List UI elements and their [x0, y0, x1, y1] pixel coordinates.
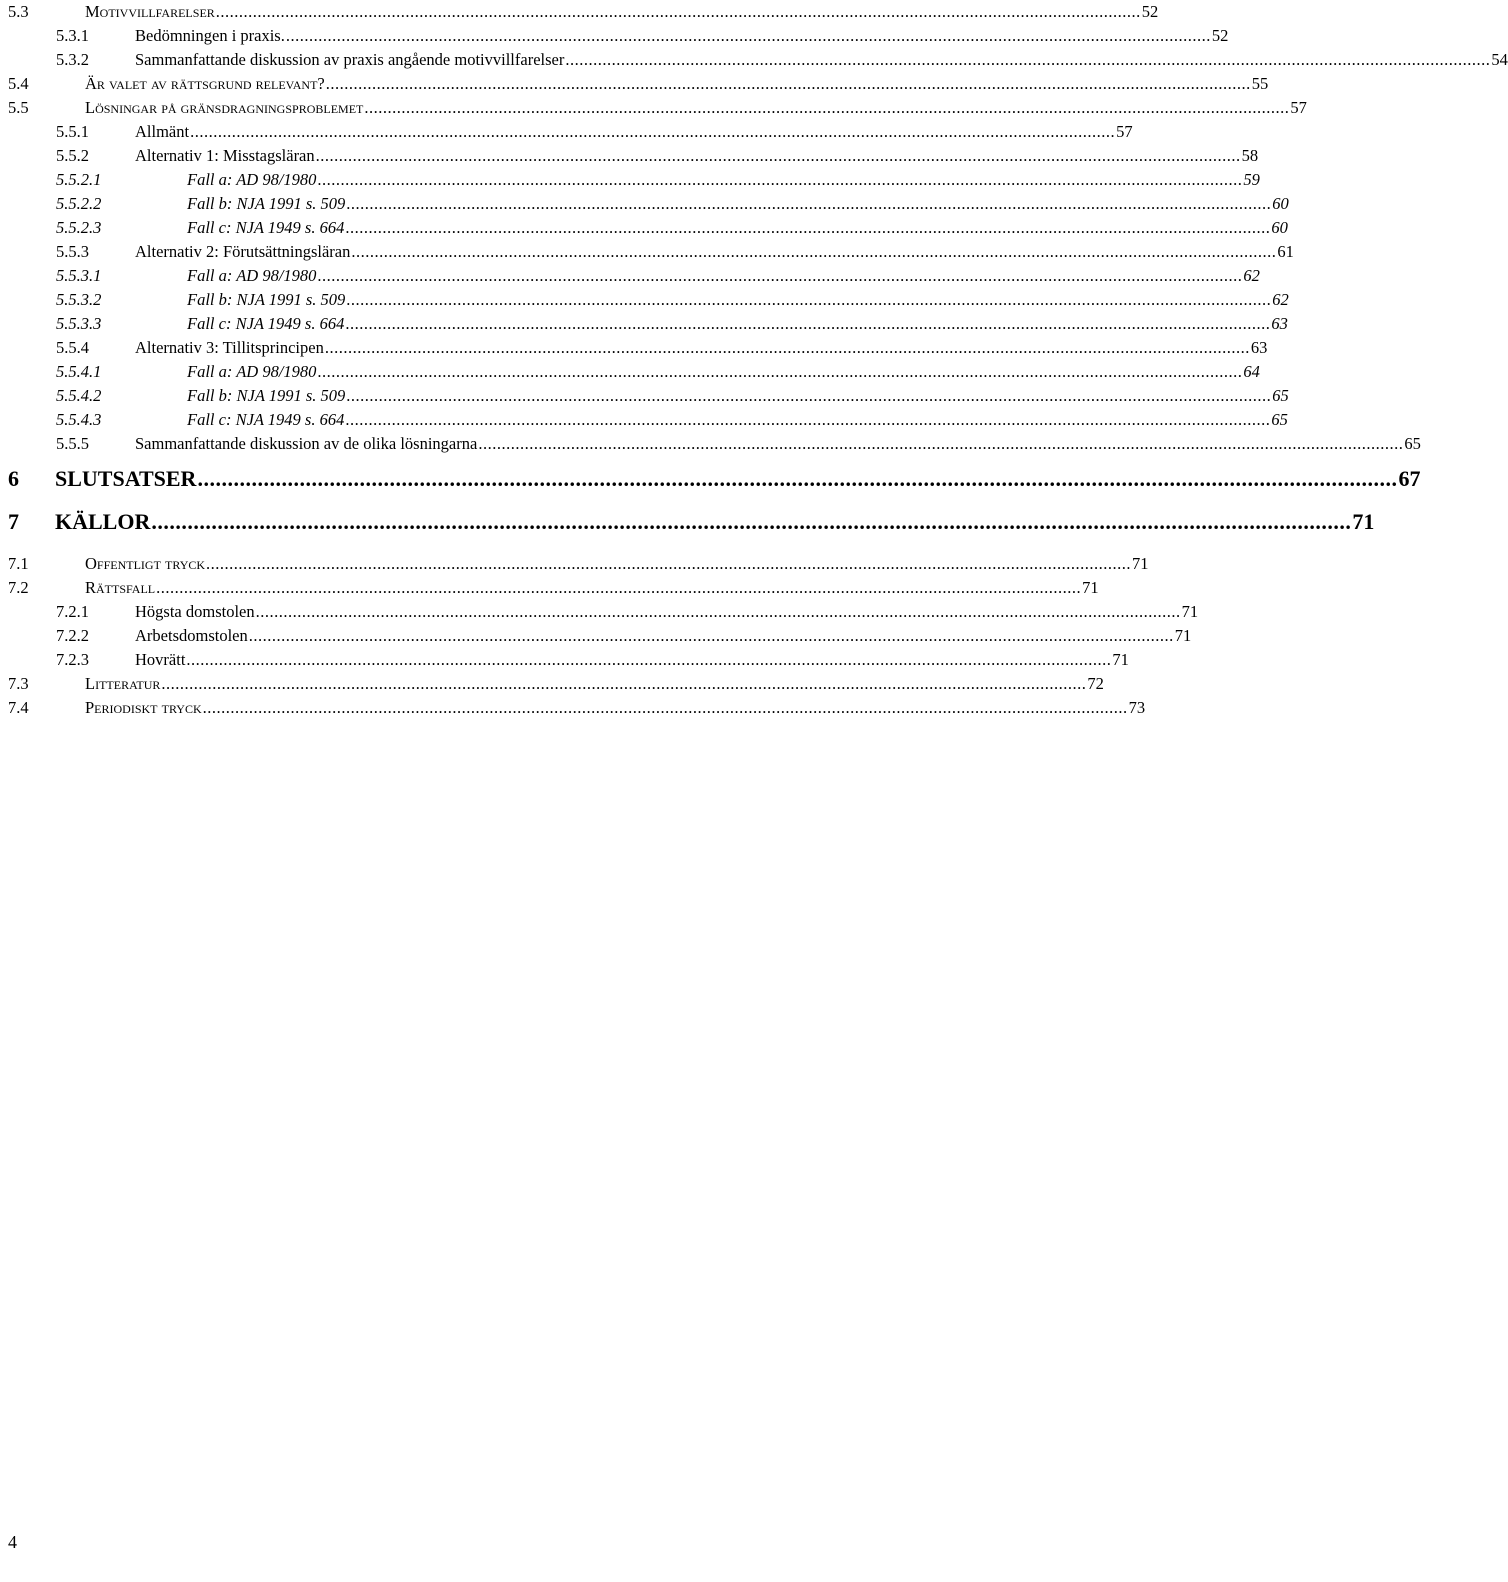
toc-entry[interactable] [0, 144, 1259, 168]
toc-entry[interactable] [0, 24, 1229, 48]
toc-dot-leader: ........................................................................................................................................................................................................ [202, 698, 1128, 717]
toc-entry-number: 5.5.3.3 [56, 314, 102, 333]
toc-entry[interactable] [0, 552, 1149, 576]
toc-dot-leader: ........................................................................................................................................................................................................ [324, 338, 1250, 357]
toc-entry-page: 60 [1272, 194, 1289, 213]
toc-entry-number: 7.1 [8, 554, 29, 573]
toc-entry-page: 65 [1404, 434, 1421, 453]
toc-entry[interactable] [0, 72, 1269, 96]
toc-entry-title: Fall c: NJA 1949 s. 664 [187, 218, 345, 237]
toc-entry[interactable] [0, 216, 1288, 240]
toc-entry[interactable] [0, 576, 1099, 600]
toc-entry-number: 5.3.2 [56, 50, 89, 69]
toc-entry[interactable] [0, 360, 1260, 384]
toc-entry-page: 54 [1491, 50, 1508, 69]
toc-entry[interactable] [0, 505, 1375, 539]
toc-entry-title: KÄLLOR [55, 509, 151, 534]
toc-entry-title: Offentligt tryck [85, 554, 206, 573]
toc-entry-title: Fall b: NJA 1991 s. 509 [187, 386, 346, 405]
toc-entry-title: Är valet av rättsgrund relevant? [85, 74, 325, 93]
toc-entry-page: 55 [1251, 74, 1269, 93]
toc-dot-leader: ........................................................................................................................................................................................................ [478, 434, 1404, 453]
toc-entry-number: 5.5.4 [56, 338, 89, 357]
toc-entry-page: 64 [1243, 362, 1260, 381]
toc-dot-leader: ........................................................................................................................................................................................................ [186, 650, 1112, 669]
toc-entry-title: Sammanfattande diskussion av praxis angående motivvillfarelser [135, 50, 565, 69]
toc-dot-leader: ........................................................................................................................................................................................................ [215, 2, 1141, 21]
toc-entry-page: 73 [1128, 698, 1146, 717]
toc-entry[interactable] [0, 0, 1159, 24]
toc-entry-title: Fall c: NJA 1949 s. 664 [187, 314, 345, 333]
toc-entry-number: 5.3.1 [56, 26, 89, 45]
toc-entry-page: 71 [1082, 578, 1099, 597]
toc-entry-number: 5.5.4.3 [56, 410, 102, 429]
toc-entry-page: 71 [1112, 650, 1129, 669]
toc-entry[interactable] [0, 462, 1421, 496]
toc-entry[interactable] [0, 240, 1294, 264]
toc-entry-number: 5.5.3.1 [56, 266, 102, 285]
toc-entry[interactable] [0, 264, 1260, 288]
toc-entry-page: 62 [1243, 266, 1260, 285]
toc-dot-leader: ........................................................................................................................................................................................................ [345, 218, 1271, 237]
toc-dot-leader: ........................................................................................................................................................................................................ [151, 509, 1352, 534]
toc-entry-number: 7 [8, 509, 19, 534]
toc-dot-leader: ........................................................................................................................................................................................................ [161, 674, 1087, 693]
toc-entry[interactable] [0, 288, 1289, 312]
toc-dot-leader: ........................................................................................................................................................................................................ [325, 74, 1251, 93]
toc-entry-page: 63 [1250, 338, 1268, 357]
toc-entry[interactable] [0, 168, 1260, 192]
toc-entry-number: 5.5.2.2 [56, 194, 102, 213]
toc-entry-page: 71 [1352, 509, 1375, 534]
toc-dot-leader: ........................................................................................................................................................................................................ [364, 98, 1290, 117]
toc-entry-title: Alternativ 2: Förutsättningsläran [135, 242, 351, 261]
toc-entry-number: 5.5.4.1 [56, 362, 102, 381]
toc-entry-page: 63 [1271, 314, 1288, 333]
toc-entry-title: Alternativ 3: Tillitsprincipen [135, 338, 324, 357]
toc-entry[interactable] [0, 96, 1307, 120]
toc-entry-title: Fall b: NJA 1991 s. 509 [187, 194, 346, 213]
toc-entry-title: Arbetsdomstolen [135, 626, 248, 645]
toc-entry[interactable] [0, 648, 1129, 672]
toc-entry-page: 57 [1116, 122, 1133, 141]
toc-entry-page: 52 [1141, 2, 1159, 21]
toc-entry-number: 7.2.2 [56, 626, 89, 645]
toc-entry-page: 71 [1181, 602, 1199, 621]
toc-entry-number: 5.5.3.2 [56, 290, 102, 309]
toc-entry[interactable] [0, 408, 1288, 432]
toc-entry[interactable] [0, 432, 1421, 456]
toc-entry-title: Motivvillfarelser [85, 2, 215, 21]
toc-entry-title: Alternativ 1: Misstagsläran [135, 146, 315, 165]
toc-dot-leader: ........................................................................................................................................................................................................ [346, 194, 1272, 213]
toc-entry-page: 61 [1277, 242, 1294, 261]
toc-dot-leader: ........................................................................................................................................................................................................ [315, 146, 1241, 165]
toc-dot-leader: ........................................................................................................................................................................................................ [317, 170, 1243, 189]
toc-entry-title: Bedömningen i praxis. [135, 26, 285, 45]
toc-entry-number: 7.2 [8, 578, 29, 597]
toc-entry[interactable] [0, 48, 1508, 72]
toc-entry-page: 58 [1241, 146, 1259, 165]
toc-entry-page: 65 [1272, 386, 1289, 405]
toc-entry-title: Periodiskt tryck [85, 698, 202, 717]
toc-entry-page: 71 [1132, 554, 1149, 573]
toc-entry-title: Lösningar på gränsdragningsproblemet [85, 98, 364, 117]
toc-dot-leader: ........................................................................................................................................................................................................ [346, 386, 1272, 405]
toc-entry-number: 5.5.2.1 [56, 170, 102, 189]
toc-dot-leader: ........................................................................................................................................................................................................ [351, 242, 1277, 261]
page-number: 4 [8, 1532, 17, 1552]
toc-entry-title: Sammanfattande diskussion av de olika lösningarna [135, 434, 478, 453]
toc-entry-page: 52 [1211, 26, 1229, 45]
toc-entry-page: 72 [1087, 674, 1104, 693]
toc-dot-leader: ........................................................................................................................................................................................................ [197, 466, 1398, 491]
toc-entry-title: Fall b: NJA 1991 s. 509 [187, 290, 346, 309]
toc-entry-number: 5.5 [8, 98, 29, 117]
toc-entry-number: 7.2.3 [56, 650, 89, 669]
toc-dot-leader: ........................................................................................................................................................................................................ [345, 410, 1271, 429]
toc-entry-title: Rättsfall [85, 578, 156, 597]
toc-entry-number: 5.3 [8, 2, 29, 21]
toc-entry-page: 57 [1290, 98, 1307, 117]
toc-entry[interactable] [0, 336, 1268, 360]
toc-entry-title: Fall c: NJA 1949 s. 664 [187, 410, 345, 429]
toc-entry-number: 5.5.2.3 [56, 218, 102, 237]
toc-entry-number: 5.5.3 [56, 242, 89, 261]
toc-entry-number: 5.5.1 [56, 122, 89, 141]
toc-entry-page: 65 [1271, 410, 1288, 429]
toc-entry-number: 5.5.4.2 [56, 386, 102, 405]
toc-entry-title: Fall a: AD 98/1980 [187, 362, 317, 381]
toc-entry-title: Fall a: AD 98/1980 [187, 266, 317, 285]
toc-entry-title: Litteratur [85, 674, 161, 693]
toc-entry[interactable] [0, 192, 1289, 216]
toc-dot-leader: ........................................................................................................................................................................................................ [317, 266, 1243, 285]
toc-entry-title: Hovrätt [135, 650, 186, 669]
toc-entry[interactable] [0, 672, 1104, 696]
toc-dot-leader: ........................................................................................................................................................................................................ [565, 50, 1491, 69]
toc-dot-leader: ........................................................................................................................................................................................................ [190, 122, 1116, 141]
toc-entry-title: Allmänt [135, 122, 190, 141]
toc-dot-leader: ........................................................................................................................................................................................................ [156, 578, 1082, 597]
toc-dot-leader: ........................................................................................................................................................................................................ [285, 26, 1211, 45]
toc-entry-page: 71 [1174, 626, 1192, 645]
toc-entry[interactable] [0, 384, 1289, 408]
toc-entry[interactable] [0, 120, 1133, 144]
toc-dot-leader: ........................................................................................................................................................................................................ [248, 626, 1174, 645]
toc-entry[interactable] [0, 600, 1199, 624]
toc-entry[interactable] [0, 312, 1288, 336]
toc-entry[interactable] [0, 696, 1146, 720]
toc-entry-number: 7.3 [8, 674, 29, 693]
toc-entry-title: Fall a: AD 98/1980 [187, 170, 317, 189]
toc-entry[interactable] [0, 624, 1192, 648]
toc-entry-number: 5.4 [8, 74, 29, 93]
toc-dot-leader: ........................................................................................................................................................................................................ [346, 290, 1272, 309]
toc-entry-number: 6 [8, 466, 19, 491]
toc-dot-leader: ........................................................................................................................................................................................................ [345, 314, 1271, 333]
toc-entry-title: SLUTSATSER [55, 466, 197, 491]
toc-entry-number: 5.5.5 [56, 434, 89, 453]
toc-entry-title: Högsta domstolen [135, 602, 255, 621]
toc-entry-page: 60 [1271, 218, 1288, 237]
toc-entry-page: 62 [1272, 290, 1289, 309]
toc-dot-leader: ........................................................................................................................................................................................................ [255, 602, 1181, 621]
toc-entry-page: 67 [1398, 466, 1421, 491]
toc-entry-number: 5.5.2 [56, 146, 89, 165]
toc-dot-leader: ........................................................................................................................................................................................................ [206, 554, 1132, 573]
toc-entry-number: 7.2.1 [56, 602, 89, 621]
toc-dot-leader: ........................................................................................................................................................................................................ [317, 362, 1243, 381]
toc-entry-number: 7.4 [8, 698, 29, 717]
toc-entry-page: 59 [1243, 170, 1260, 189]
